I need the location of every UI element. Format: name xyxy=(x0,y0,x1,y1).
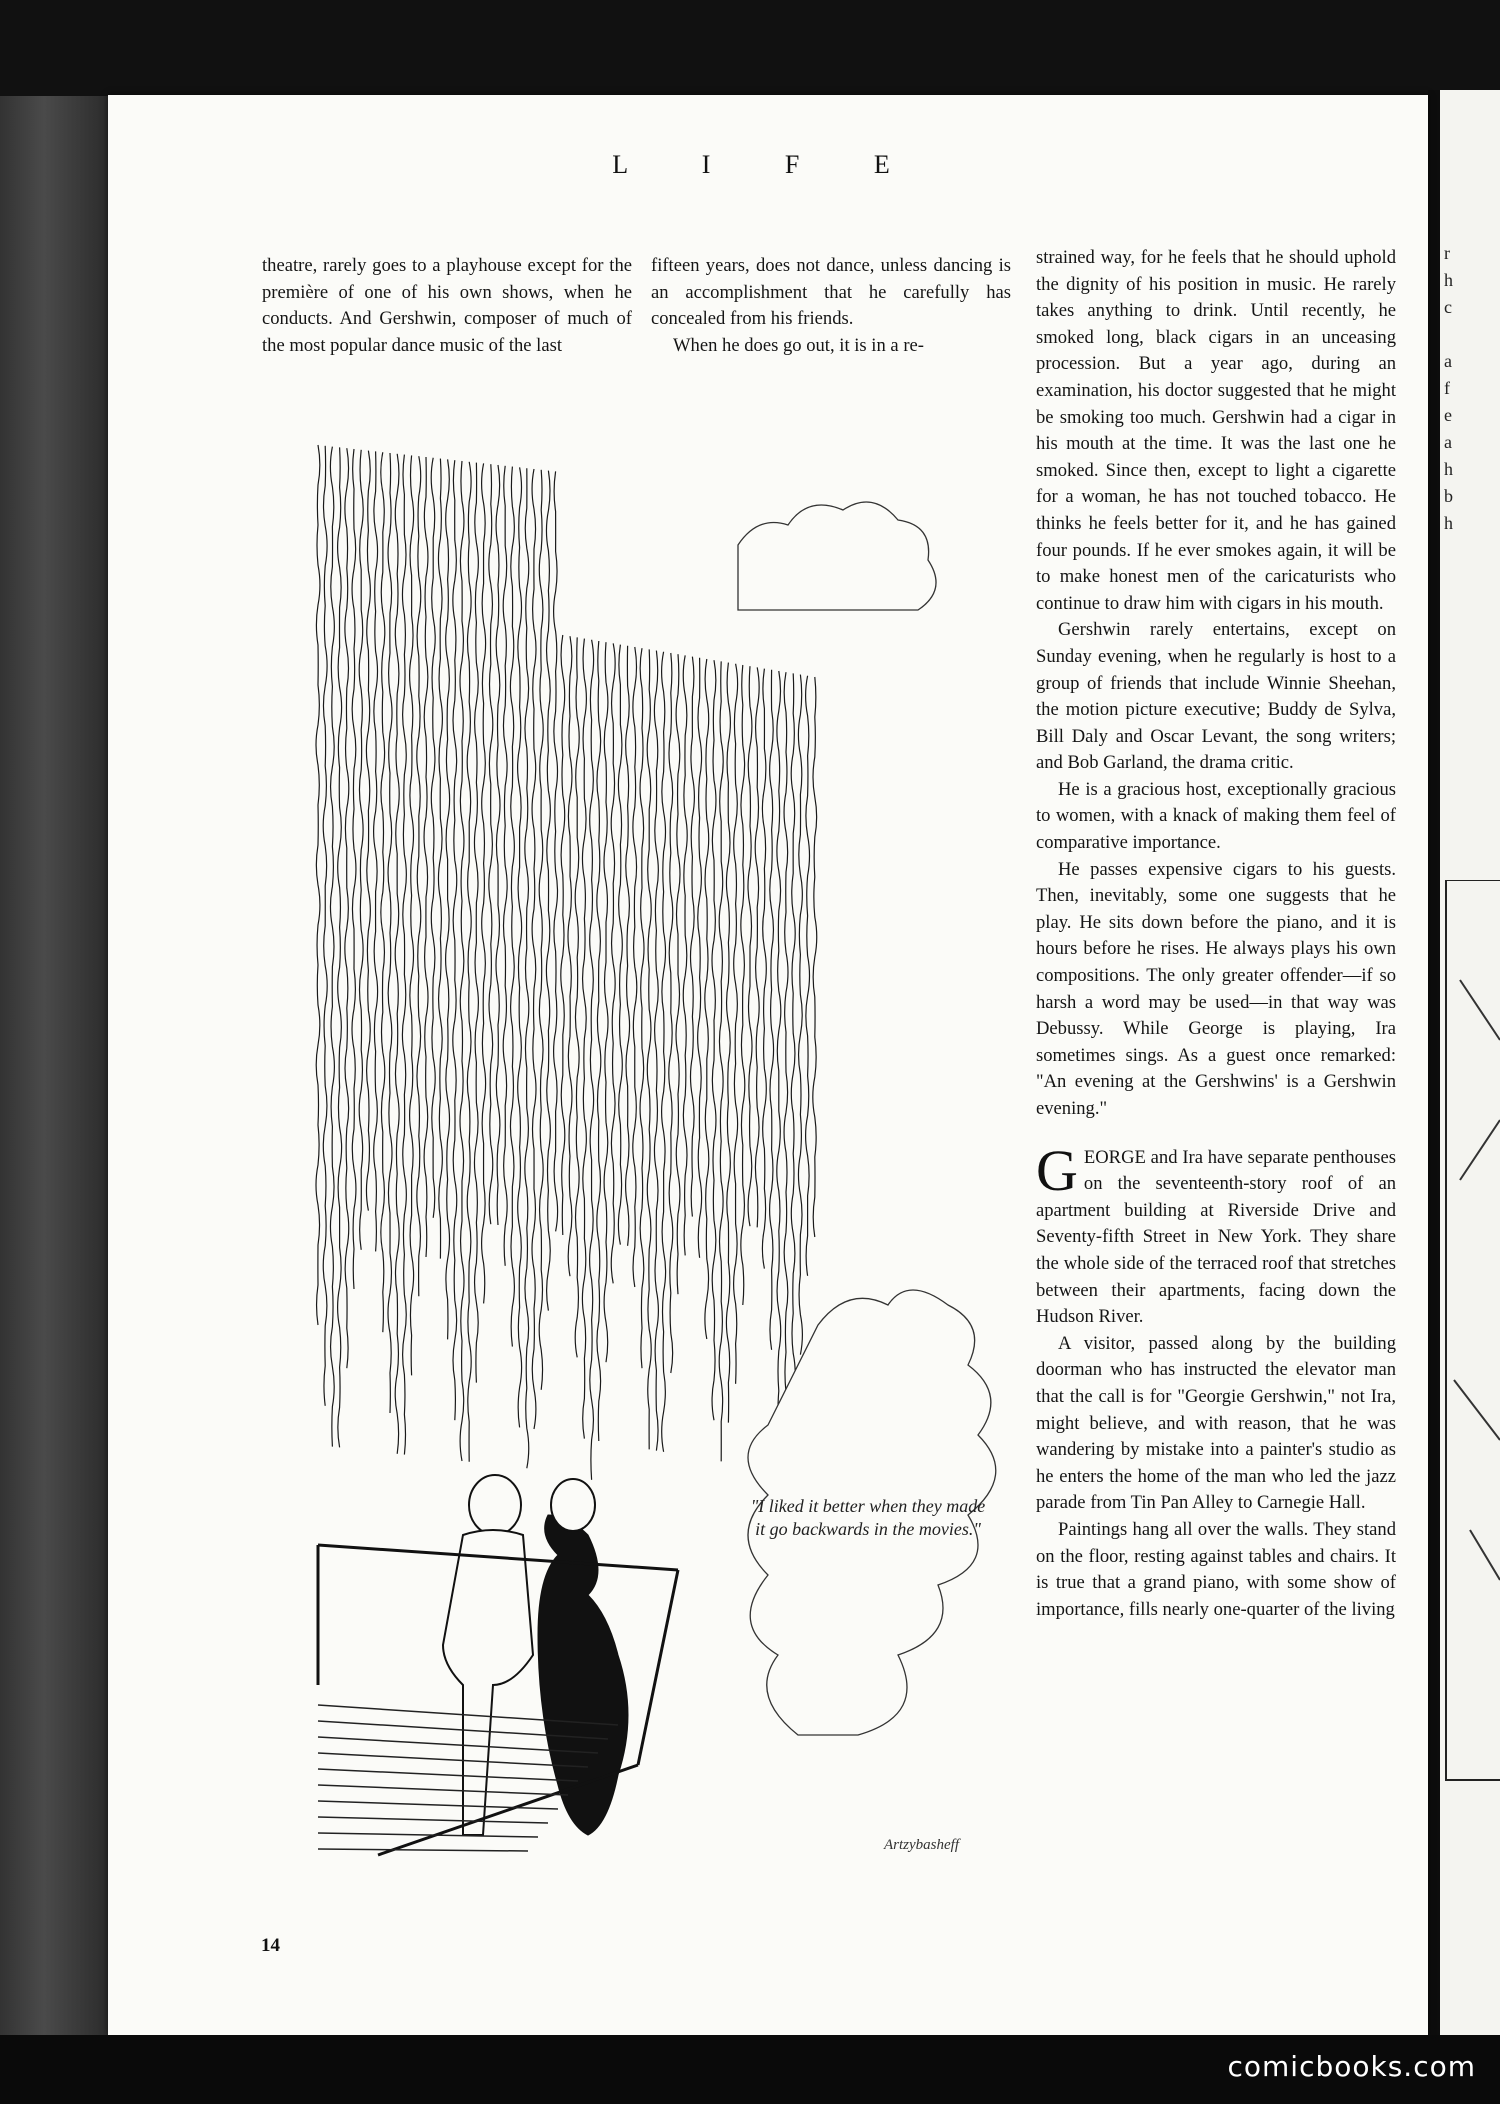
cartoon-caption: "I liked it better when they made it go backwards in the movies." xyxy=(750,1496,986,1539)
paragraph: Gershwin rarely entertains, except on Sunday evening, when he regularly is host to a group of friends that include Winnie Sheehan, the motion picture executive; Buddy de Sylva, Bill Daly and Oscar Levant, the song writers; and Bob Garland, the drama critic. xyxy=(1036,619,1396,774)
waterfall-streak xyxy=(474,463,478,1383)
facing-page-fragment: h xyxy=(1444,270,1453,290)
waterfall-streak xyxy=(316,445,320,1325)
deck-plank xyxy=(318,1785,568,1795)
paragraph-text: EORGE and Ira have separate penthouses on the seventeenth-story roof of an apartment building at Riverside Drive and Seventy-fifth Street in New York. They share the whole side of the terraced roof that stretches between their apartments, facing down the Hudson River. xyxy=(1036,1146,1396,1328)
facing-page-fragment: b xyxy=(1444,486,1453,506)
waterfall-streak xyxy=(597,641,601,1441)
paragraph: When he does go out, it is in a re- xyxy=(673,334,924,356)
waterfall-streak xyxy=(719,661,723,1461)
section-opening-paragraph xyxy=(1036,1137,1396,1331)
waterfall-streak xyxy=(338,447,342,1447)
waterfall-streak xyxy=(330,447,334,1447)
waterfall-streak xyxy=(618,645,622,1245)
waterfall-streak xyxy=(712,660,716,1420)
waterfall-streak xyxy=(640,648,644,1368)
waterfall-streak xyxy=(539,470,543,1390)
waterfall-streak xyxy=(489,464,493,1224)
waterfall-streak xyxy=(510,467,514,1347)
facing-page-illustration xyxy=(1440,880,1500,1880)
facing-page-fragment: a xyxy=(1444,351,1452,371)
waterfall-streak xyxy=(352,449,356,1289)
waterfall-streak xyxy=(503,466,507,1266)
waterfall-streak xyxy=(561,635,565,1235)
waterfall-streak xyxy=(691,657,695,1217)
waterfall-streak xyxy=(654,651,658,1451)
waterfall-streak xyxy=(726,663,730,1423)
waterfall-streak xyxy=(366,451,370,1211)
waterfall-streak xyxy=(525,468,529,1468)
waterfall-streak xyxy=(410,455,414,1375)
waterfall-streak xyxy=(453,460,457,1420)
waterfall-streak xyxy=(438,459,442,1259)
masthead: L I F E xyxy=(612,150,924,179)
paragraph: He passes expensive cigars to his guests. Then, inevitably, some one suggests that he play. He sits down before the piano, and it is hours before he rises. He always plays his own compositions. The only greater offender—if so harsh a word may be used—in that way was Debussy. While George is playing, Ira sometimes sings. As a guest once remarked: "An evening at the Gershwins' is a Gershwin evening." xyxy=(1036,858,1396,1119)
article-column-2 xyxy=(651,253,1011,359)
paragraph: fifteen years, does not dance, unless dancing is an accomplishment that he carefully has concealed from his friends. xyxy=(651,255,1011,330)
facing-page-fragment: a xyxy=(1444,432,1452,452)
paragraph: Paintings hang all over the walls. They stand on the floor, resting against tables and chairs. It is true that a grand piano, with some show of importance, fills nearly one-quarter of the living xyxy=(1036,1518,1396,1620)
waterfall-streak xyxy=(770,670,774,1350)
waterfall-streak xyxy=(676,654,680,1294)
artist-signature: Artzybasheff xyxy=(884,1837,959,1853)
waterfall-streak xyxy=(431,458,435,1218)
waterfall-streak xyxy=(791,673,795,1433)
scan-top-border xyxy=(0,0,1500,96)
waterfall-streak xyxy=(662,652,666,1452)
waterfall-streak xyxy=(604,642,608,1362)
facing-page-fragment: h xyxy=(1444,459,1453,479)
waterfall-streak xyxy=(359,450,363,1250)
deck-plank xyxy=(318,1769,578,1781)
facing-page-fragment: e xyxy=(1444,405,1452,425)
facing-page-fragment: c xyxy=(1444,297,1452,317)
magazine-page xyxy=(108,95,1428,2035)
watermark: comicbooks.com xyxy=(1227,2050,1476,2083)
waterfall-streak xyxy=(755,667,759,1227)
drop-cap: G xyxy=(1036,1137,1078,1203)
waterfall-streak xyxy=(374,451,378,1251)
facing-page-fragment: f xyxy=(1444,378,1450,398)
paragraph: A visitor, passed along by the building doorman who has instructed the elevator man that the call is for "Georgie Gershwin," not Ira, might believe, and with reason, that he was wandering by mistake into a painter's studio as he enters the home of the man who led the jazz parade from Tin Pan Alley to Carnegie Hall. xyxy=(1036,1332,1396,1514)
waterfall-streak xyxy=(734,664,738,1384)
waterfall-streak xyxy=(748,666,752,1226)
clouds xyxy=(738,502,996,1735)
facing-page-fragment: r xyxy=(1444,243,1450,263)
waterfall-streak xyxy=(388,453,392,1413)
waterfall-streak xyxy=(323,446,327,1406)
article-column-1 xyxy=(262,253,632,359)
article-column-3 xyxy=(1036,245,1396,1623)
waterfall-streak xyxy=(762,669,766,1269)
paragraph: theatre, rarely goes to a playhouse except for the première of one of his own shows, when he conducts. And Gershwin, composer of much of the most popular dance music of the last xyxy=(262,255,632,356)
waterfall-streak xyxy=(798,675,802,1355)
waterfall-streak xyxy=(460,461,464,1461)
waterfall-cartoon-illustration xyxy=(258,425,1018,1865)
waterfall-streak xyxy=(705,659,709,1339)
waterfall-streak xyxy=(402,455,406,1455)
facing-page-edge xyxy=(1440,90,1500,2040)
waterfall-streak xyxy=(518,467,522,1427)
waterfall-streak xyxy=(546,471,550,1311)
waterfall-streak xyxy=(417,456,421,1296)
waterfall-streak xyxy=(582,639,586,1439)
waterfall-streak xyxy=(626,646,630,1246)
waterfall-streak xyxy=(611,643,615,1283)
waterfall-streak xyxy=(554,471,558,1231)
facing-page-fragment: h xyxy=(1444,513,1453,533)
waterfall-streak xyxy=(813,677,817,1237)
deck-plank xyxy=(318,1817,548,1823)
waterfall-streak xyxy=(482,463,486,1303)
waterfall-streak xyxy=(806,676,810,1276)
waterfall-streak xyxy=(683,655,687,1255)
waterfall-streak xyxy=(446,459,450,1339)
waterfall-streak xyxy=(777,671,781,1431)
waterfall-streak xyxy=(633,647,637,1287)
waterfall-streak xyxy=(568,636,572,1276)
waterfall-streak xyxy=(784,672,788,1472)
couple-figures xyxy=(443,1475,628,1835)
waterfall-streak xyxy=(698,658,702,1258)
waterfall-streak xyxy=(496,465,500,1225)
paragraph: He is a gracious host, exceptionally gracious to women, with a knack of making them feel of comparative importance. xyxy=(1036,778,1396,854)
waterfall-streak xyxy=(669,653,673,1373)
paragraph: strained way, for he feels that he should uphold the dignity of his position in music. He rarely takes anything to drink. Until recently, he smoked long, black cigars in an unceasing procession. But a year ago, during an examination, his doctor suggested that he might be smoking too much. Gershwin had a cigar in his mouth at the time. It was the last one he smoked. Since then, except to light a cigarette for a woman, he has not touched tobacco. He thinks he feels better for it, and he has gained four pounds. If he ever smokes again, it will be to make honest men of the caricaturists who continue to draw him with cigars in his mouth. xyxy=(1036,247,1396,614)
waterfall-streak xyxy=(575,637,579,1357)
scan-background xyxy=(0,0,110,2104)
waterfall-streak xyxy=(467,462,471,1462)
waterfall-streak xyxy=(381,452,385,1332)
page-number: 14 xyxy=(261,1935,280,1956)
waterfall-streak xyxy=(590,640,594,1480)
waterfall-streak xyxy=(647,649,651,1449)
waterfall-streak xyxy=(424,457,428,1257)
deck-plank xyxy=(318,1849,528,1851)
waterfall-streak xyxy=(741,665,745,1305)
waterfall-streak xyxy=(395,454,399,1454)
waterfall-streak xyxy=(532,469,536,1429)
waterfall-streak xyxy=(345,448,349,1368)
deck-plank xyxy=(318,1753,588,1767)
